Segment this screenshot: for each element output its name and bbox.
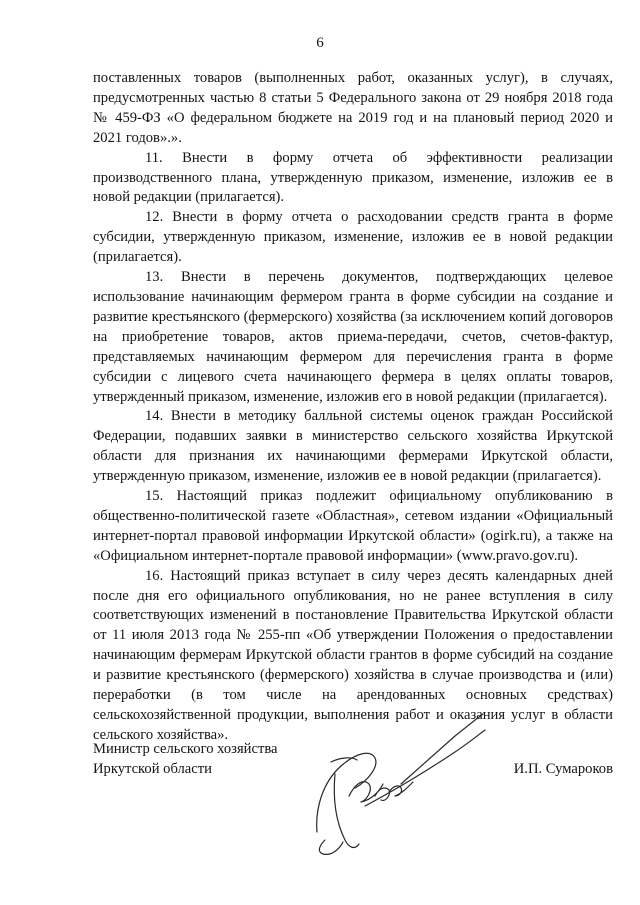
paragraph-continuation: поставленных товаров (выполненных работ, оказанных услуг), в случаях, предусмотренных частью 8 статьи 5 Федерального закона от 29 ноября 2018 года № 459-ФЗ «О федеральном бюджете на 2019 год и на плановый период 2020 и 2021 годов».». xyxy=(93,70,613,146)
position-line-2: Иркутской области xyxy=(93,761,212,777)
paragraph-12: 12. Внести в форму отчета о расходовании средств гранта в форме субсидии, утвержденную приказом, изменение, изложив ее в новой редакции (прилагается). xyxy=(93,209,613,266)
paragraph-13: 13. Внести в перечень документов, подтверждающих целевое использование начинающим фермером гранта в форме субсидии на создание и развитие крестьянского (фермерского) хозяйства (за исключением копий договоров на приобретение товаров, актов приема-передачи, счетов, счетов-фактур, представляемых начинающим фермером для перечисления гранта в форме субсидии с лицевого счета начинающего фермера в целях оплаты товаров, утвержденный приказом, изменение, изложив его в новой редакции (прилагается). xyxy=(93,269,613,405)
position-line-1: Министр сельского хозяйства xyxy=(93,741,278,757)
document-body xyxy=(93,69,613,746)
page-number: 6 xyxy=(316,35,324,51)
paragraph-14: 14. Внести в методику балльной системы оценок граждан Российской Федерации, подавших заявки в министерство сельского хозяйства Иркутской области для признания их начинающими фермерами Иркутской области, утвержденную приказом, изменение, изложив ее в новой редакции (прилагается). xyxy=(93,408,613,485)
paragraph-15: 15. Настоящий приказ подлежит официальному опубликованию в общественно-политической газете «Областная», сетевом издании «Официальный интернет-портал правовой информации Иркутской области» (ogirk.ru), а также на «Официальном интернет-портале правовой информации» (www.pravo.gov.ru). xyxy=(93,488,613,564)
handwritten-signature xyxy=(305,700,490,860)
signatory-name: И.П. Сумароков xyxy=(513,761,613,777)
paragraph-11: 11. Внести в форму отчета об эффективности реализации производственного плана, утвержденную приказом, изменение, изложив ее в новой редакции (прилагается). xyxy=(93,149,613,206)
paragraph-16: 16. Настоящий приказ вступает в силу через десять календарных дней после дня его официального опубликования, но не ранее вступления в силу соответствующих изменений в постановление Правительства Иркутской области от 11 июля 2013 года № 255-пп «Об утверждении Положения о предоставлении начинающим фермерам Иркутской области грантов в форме субсидий на создание и развитие крестьянского (фермерского) хозяйства в случае производства и (или) переработки (в том числе на арендованных основных средствах) сельскохозяйственной продукции, выполнения работ и оказания услуг в области сельского хозяйства». xyxy=(93,567,613,743)
